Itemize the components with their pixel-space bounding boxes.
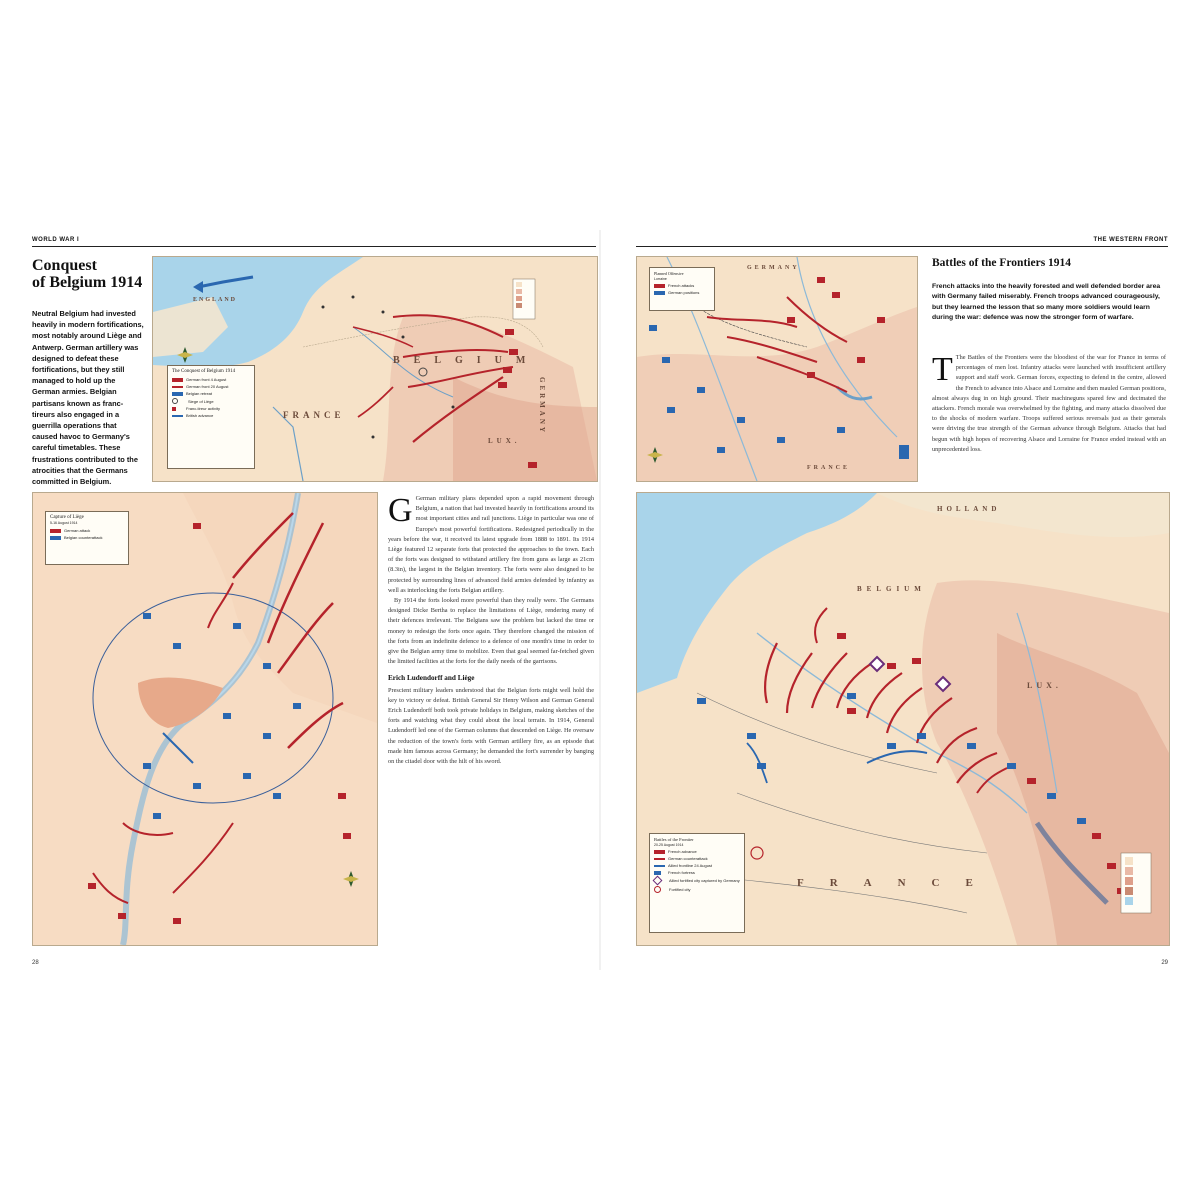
map1-legend-item: German front 20 August [172, 384, 250, 389]
map2-legend-title: Capture of Liège [50, 515, 84, 520]
map2-legend-subtitle: 5-16 August 1914 [50, 521, 78, 525]
page-title-left [32, 257, 142, 291]
map1-label-germany: GERMANY [538, 377, 546, 435]
map4-legend-item: French fortress [654, 870, 740, 875]
map4-legend [649, 833, 745, 933]
subhead-ludendorff: Erich Ludendorff and Liège [388, 674, 475, 683]
map1-legend-item: Siege of Liège [172, 398, 250, 404]
title-line-1: Conquest [32, 257, 97, 274]
body-text-right [932, 353, 1166, 481]
map-battles-of-the-frontier [636, 492, 1170, 946]
map3-label-france: FRANCE [807, 465, 850, 471]
lede-left: Neutral Belgium had invested heavily in modern fortifications, most notably around Liège and Antwerp. German artillery was designed to defeat these fortifications, but they still managed to hold up the German armies. Belgian partisans known as franc-tireurs also engaged in a guerrilla operations that caused havoc to Germany's careful timetables. These frustrations contributed to the atrocities that the Germans committed in Belgium. [32, 309, 144, 487]
map1-label-england: ENGLAND [193, 297, 238, 303]
map2-legend-item: Belgian counterattack [50, 535, 124, 540]
map3-legend [649, 267, 715, 311]
dropcap-left: G [388, 494, 413, 529]
lede-right: French attacks into the heavily forested and well defended border area with Germany failed miserably. French troops advanced courageously, but they learned the lesson that so many more soldiers would learn during the war: defence was now the stronger form of warfare. [932, 283, 1161, 322]
map1-label-france: FRANCE [283, 410, 345, 420]
map4-legend-title: Battles of the Frontier [654, 837, 694, 842]
body-paragraph: By 1914 the forts looked more powerful than they really were. The Germans designed Dicke Bertha to replace the limitations of Liège, rendering many of their defences irrelevant. The Belgians saw the problem but lacked the time or money to redesign the forts once again. They therefore changed the mission of the forts from an indefinite defence to a defence of one month's time in order to give the Belgian army time to mobilize. Even that goal seemed far-fetched given the limited facilities at the forts for the daily needs of the garrisons. [388, 597, 594, 666]
dropcap-right: T [932, 353, 953, 388]
map3-legend-item: French attacks [654, 283, 710, 288]
running-head-left: WORLD WAR I [32, 237, 80, 243]
map2-legend [45, 511, 129, 565]
map-conquest-of-belgium [152, 256, 598, 482]
folio-right: 29 [1161, 960, 1168, 966]
header-rule-right [636, 246, 1168, 247]
map4-legend-item: German counterattack [654, 856, 740, 861]
header-rule-left [32, 246, 596, 247]
map4-legend-item: Allied fortified city captured by Germany [654, 877, 740, 884]
body-paragraph: German military plans depended upon a rapid movement through Belgium, a nation that had invested heavily in fortifications around its most important cities and rail junctions. Liège in particular was one of Europe's most powerful fortifications. Redesigned periodically in the years before the war, it received its latest upgrade from 1888 to 1891. Its 1914 Liège featured 12 separate forts that protected the approaches to the town. Each of the forts was designed to withstand artillery fire from guns as large as 21cm (8.3in), the largest in the Belgian inventory. The forts were also designed to be protected by surrounding lines of advanced field armies defended by infantry as well as interlocking the forts Belgian artillery. [388, 495, 594, 594]
map3-legend-subtitle: Lorraine [654, 277, 667, 281]
body-paragraph: Prescient military leaders understood that the Belgian forts might well hold the key to victory or defeat. British General Sir Henry Wilson and German General Erich Ludendorff both took private holidays in Belgium, making sketches of the forts and watching what they could about the local terrain. In 1914, General Ludendorff led one of the German columns that descended on Liège. He oversaw the reduction of the town's forts with German artillery fire, as an episode that made him famous across Germany; he demanded the fort's surrender by banging on the citadel door with the hilt of his sword. [388, 686, 594, 766]
map4-legend-item: French advance [654, 849, 740, 854]
map2-legend-item: German attack [50, 528, 124, 533]
map3-label-germany: GERMANY [747, 265, 800, 271]
map1-legend [167, 365, 255, 469]
map1-legend-title: The Conquest of Belgium 1914 [172, 369, 236, 374]
body-paragraph: The Battles of the Frontiers were the bloodiest of the war for France in terms of percentages of men lost. Infantry attacks were launched with insufficient artillery support and staff work. German forces, expecting to defend in the centre, allowed the French to advance into Alsace and Lorraine and then mauled German positions, almost always dug in on high ground. Their machineguns spared few and decimated the attackers. French morale was overwhelmed by the fighting, and many attacks dissolved due to the shocks of modern warfare. Troops suffered serious reversals just as their generals were driving the true strength of the German advance through Belgium. Attacks that had begun with high hopes of recovering Alsace and Lorraine for France ended instead with an unprecedented loss. [932, 354, 1166, 453]
map1-legend-item: German front 4 August [172, 377, 250, 382]
map4-label-holland: HOLLAND [937, 505, 1001, 513]
map1-legend-item: Franc-tireur activity [172, 406, 250, 411]
map4-label-belgium: BELGIUM [857, 585, 926, 593]
map1-label-belgium: BELGIUM [393, 355, 540, 366]
map3-legend-title: Planned Offensive [654, 271, 684, 276]
title-line-2: of Belgium 1914 [32, 274, 143, 291]
map4-label-france: FRANCE [797, 877, 999, 889]
page-title-right: Battles of the Frontiers 1914 [932, 257, 1072, 269]
map-capture-of-liege [32, 492, 378, 946]
map1-label-lux: LUX. [488, 437, 521, 445]
running-head-right: THE WESTERN FRONT [1093, 237, 1168, 243]
map4-legend-subtitle: 20-25 August 1914 [654, 843, 684, 847]
map-planned-offensive [636, 256, 918, 482]
map1-legend-item: Belgian retreat [172, 391, 250, 396]
body-text-left [388, 494, 594, 944]
map1-legend-item: British advance [172, 413, 250, 418]
folio-left: 28 [32, 960, 39, 966]
page-gutter [599, 230, 601, 970]
map3-legend-item: German positions [654, 290, 710, 295]
map4-label-lux: LUX. [1027, 681, 1062, 690]
map4-legend-item: Fortified city [654, 886, 740, 893]
map4-legend-item: Allied frontline 24 August [654, 863, 740, 868]
